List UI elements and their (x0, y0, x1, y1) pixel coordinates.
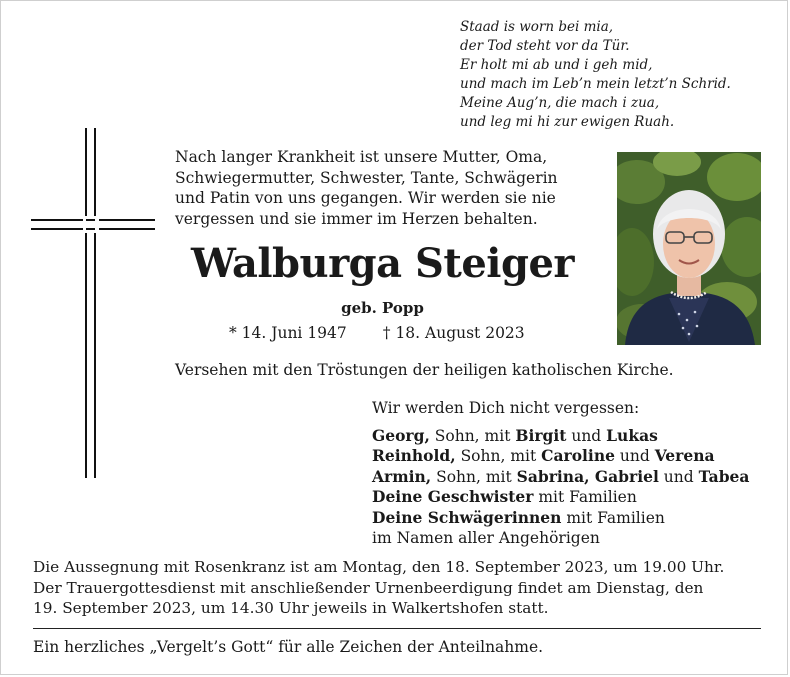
divider (33, 628, 761, 629)
death-date: † 18. August 2023 (382, 324, 525, 342)
family-line: Georg, Sohn, mit Birgit und Lukas (372, 425, 658, 445)
intro-line: vergessen und sie immer im Herzen behalten. (175, 209, 538, 228)
family-line: Deine Schwägerinnen mit Familien (372, 507, 665, 527)
service-line: Der Trauergottesdienst mit anschließender Urnenbeerdigung findet am Dienstag, den (33, 578, 704, 597)
family-mourners (372, 398, 782, 549)
maiden-name: geb. Popp (341, 299, 424, 317)
cross-icon (31, 128, 155, 478)
poem-line: und mach im Leb’n mein letzt’n Schrid. (460, 76, 731, 92)
intro-text (175, 147, 595, 229)
family-line: Reinhold, Sohn, mit Caroline und Verena (372, 446, 715, 465)
portrait-photo (617, 152, 761, 345)
service-announcement (33, 557, 761, 619)
family-line: Deine Geschwister mit Familien (372, 487, 637, 506)
service-line: 19. September 2023, um 14.30 Uhr jeweils in Walkertshofen statt. (33, 599, 549, 617)
poem-line: Staad is worn bei mia, (460, 19, 614, 35)
poem-line: der Tod steht vor da Tür. (460, 38, 630, 54)
poem (460, 18, 780, 132)
sacrament-line: Versehen mit den Tröstungen der heiligen katholischen Kirche. (175, 361, 674, 379)
intro-line: und Patin von uns gegangen. Wir werden sie nie (175, 189, 556, 207)
intro-line: Nach langer Krankheit ist unsere Mutter, Oma, (175, 148, 548, 166)
deceased-name: Walburga Steiger (191, 240, 574, 287)
poem-line: Meine Aug’n, die mach i zua, (460, 95, 660, 111)
family-line: Armin, Sohn, mit Sabrina, Gabriel und Tabea (372, 466, 750, 486)
family-lead: Wir werden Dich nicht vergessen: (372, 399, 640, 417)
life-dates (229, 323, 525, 343)
thanks-line: Ein herzliches „Vergelt’s Gott“ für alle Zeichen der Anteilnahme. (33, 638, 544, 656)
intro-line: Schwiegermutter, Schwester, Tante, Schwägerin (175, 168, 558, 187)
service-line: Die Aussegnung mit Rosenkranz ist am Montag, den 18. September 2023, um 19.00 Uhr. (33, 558, 725, 576)
birth-date: * 14. Juni 1947 (229, 324, 347, 342)
poem-line: Er holt mi ab und i geh mid, (460, 57, 653, 73)
poem-line: und leg mi hi zur ewigen Ruah. (460, 114, 675, 130)
family-closing: im Namen aller Angehörigen (372, 529, 600, 547)
